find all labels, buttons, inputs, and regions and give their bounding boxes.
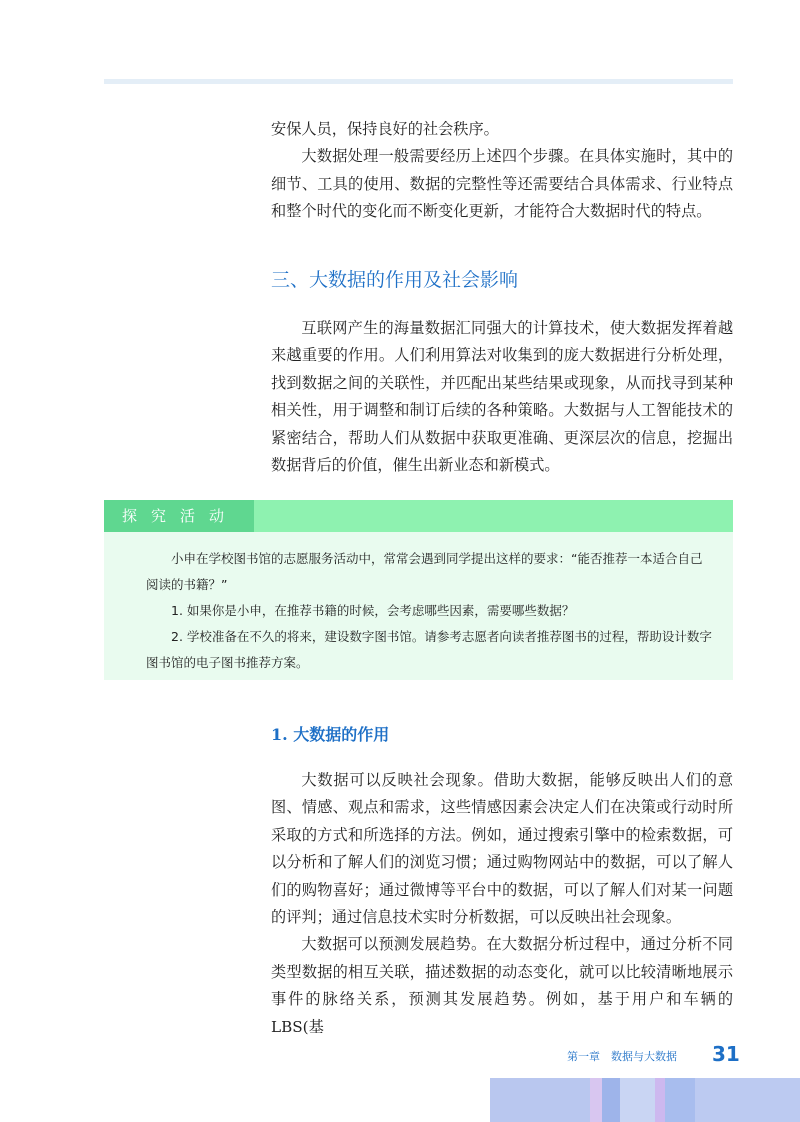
page-number: 31 <box>712 1042 740 1066</box>
chapter-footer: 第一章 数据与大数据 <box>567 1050 677 1063</box>
band-stripe <box>695 1078 800 1122</box>
subsection-body <box>271 767 733 1041</box>
activity-body <box>146 546 712 676</box>
activity-item-2: 2. 学校准备在不久的将来，建设数字图书馆。请参考志愿者向读者推荐图书的过程，帮助设计数字图书馆的电子图书推荐方案。 <box>146 629 712 670</box>
top-rule <box>104 79 733 84</box>
band-stripe <box>665 1078 695 1122</box>
activity-item-1: 1. 如果你是小申，在推荐书籍的时候，会考虑哪些因素，需要哪些数据？ <box>171 603 575 618</box>
intro-text <box>271 116 733 226</box>
activity-label: 探究活动 <box>104 500 254 532</box>
band-stripe <box>655 1078 665 1122</box>
activity-intro: 小申在学校图书馆的志愿服务活动中，常常会遇到同学提出这样的要求：“能否推荐一本适合自己阅读的书籍？” <box>146 551 703 592</box>
subsection-heading: 1. 大数据的作用 <box>271 725 390 744</box>
intro-paragraph: 大数据处理一般需要经历上述四个步骤。在具体实施时，其中的细节、工具的使用、数据的完整性等还需要结合具体需求、行业特点和整个时代的变化而不断变化更新，才能符合大数据时代的特点。 <box>271 147 733 221</box>
band-stripe <box>602 1078 620 1122</box>
band-stripe <box>490 1078 590 1122</box>
section-paragraph: 互联网产生的海量数据汇同强大的计算技术，使大数据发挥着越来越重要的作用。人们利用算法对收集到的庞大数据进行分析处理，找到数据之间的关联性，并匹配出某些结果或现象，从而找寻到某种相关性，用于调整和制订后续的各种策略。大数据与人工智能技术的紧密结合，帮助人们从数据中获取更准确、更深层次的信息，挖掘出数据背后的价值，催生出新业态和新模式。 <box>271 319 733 475</box>
band-stripe <box>590 1078 602 1122</box>
subsection-paragraph-2: 大数据可以预测发展趋势。在大数据分析过程中，通过分析不同类型数据的相互关联，描述数据的动态变化，就可以比较清晰地展示事件的脉络关系，预测其发展趋势。例如，基于用户和车辆的 LBS(基 <box>271 935 733 1036</box>
band-stripe <box>620 1078 655 1122</box>
section-heading: 三、大数据的作用及社会影响 <box>271 269 519 291</box>
activity-box <box>104 500 733 680</box>
section-body <box>271 315 733 479</box>
activity-header-bar <box>104 500 733 532</box>
intro-line-1: 安保人员，保持良好的社会秩序。 <box>271 120 499 138</box>
subsection-paragraph-1: 大数据可以反映社会现象。借助大数据，能够反映出人们的意图、情感、观点和需求，这些情感因素会决定人们在决策或行动时所采取的方式和所选择的方法。例如，通过搜索引擎中的检索数据，可以分析和了解人们的浏览习惯；通过购物网站中的数据，可以了解人们的购物喜好；通过微博等平台中的数据，可以了解人们对某一问题的评判；通过信息技术实时分析数据，可以反映出社会现象。 <box>271 771 733 927</box>
